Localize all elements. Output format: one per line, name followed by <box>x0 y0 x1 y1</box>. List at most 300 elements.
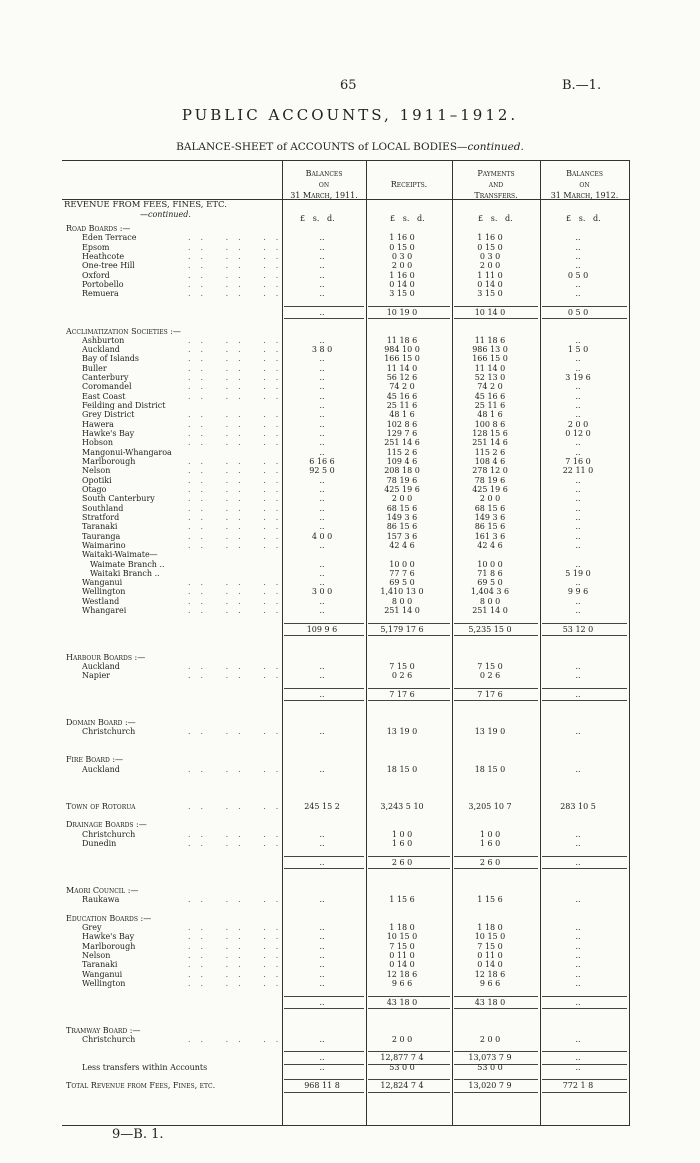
row-label: Christchurch <box>82 727 136 737</box>
table-row <box>66 653 626 662</box>
row-label: Hobson <box>82 438 113 448</box>
leader-dots: .. .. .. <box>188 270 289 280</box>
amount-cell: .. <box>319 410 325 420</box>
amount-cell: 2 0 0 <box>479 494 501 504</box>
amount-cell: .. <box>319 484 325 494</box>
row-label: Mangonui-Whangaroa <box>82 447 172 457</box>
total-rule <box>284 856 364 857</box>
table-row <box>66 970 626 979</box>
amount-cell: .. <box>319 960 325 970</box>
amount-cell: 283 10 5 <box>560 801 596 811</box>
currency-col2: £ s. d. <box>478 214 513 223</box>
amount-cell: 278 12 0 <box>472 466 508 476</box>
amount-cell: 1 16 0 <box>389 270 415 280</box>
table-row <box>66 289 626 298</box>
leader-dots: .. .. .. <box>188 251 289 261</box>
amount-cell: 69 5 0 <box>389 578 415 588</box>
amount-cell: 1 0 0 <box>391 829 413 839</box>
leader-dots: .. .. .. <box>188 279 289 289</box>
row-label: South Canterbury <box>82 494 155 504</box>
table-row <box>66 429 626 438</box>
row-label: Waitaki Branch .. <box>90 568 160 578</box>
amount-cell: .. <box>575 447 581 457</box>
amount-cell: .. <box>319 447 325 457</box>
row-label: Feilding and District <box>82 401 166 411</box>
amount-cell: .. <box>319 363 325 373</box>
amount-cell: 10 0 0 <box>389 559 415 569</box>
leader-dots: .. .. .. <box>188 289 289 299</box>
row-label: Marlborough <box>82 941 136 951</box>
amount-cell: 0 3 0 <box>479 251 501 261</box>
table-row <box>66 634 626 643</box>
leader-dots: .. .. .. <box>188 373 289 383</box>
row-label: Town of Rotorua <box>66 801 136 811</box>
amount-cell: 12,824 7 4 <box>380 1081 424 1091</box>
table-row <box>66 1081 626 1090</box>
table-row <box>66 364 626 373</box>
amount-cell: .. <box>575 950 581 960</box>
section-title: REVENUE FROM FEES, FINES, ETC. <box>64 200 227 210</box>
amount-cell: 425 19 6 <box>384 484 420 494</box>
amount-cell: .. <box>575 662 581 672</box>
row-label: Maori Council :— <box>66 885 139 895</box>
amount-cell: .. <box>319 503 325 513</box>
table-row <box>66 233 626 242</box>
amount-cell: 208 18 0 <box>384 466 420 476</box>
amount-cell: .. <box>575 596 581 606</box>
amount-cell: .. <box>575 606 581 616</box>
table-row <box>66 914 626 923</box>
amount-cell: 7 15 0 <box>477 941 503 951</box>
leader-dots: .. .. .. <box>188 457 289 466</box>
amount-cell: .. <box>575 978 581 988</box>
leader-dots: .. .. .. <box>188 978 289 988</box>
table-row <box>66 690 626 699</box>
amount-cell: 2 6 0 <box>479 857 501 867</box>
amount-cell: 5 19 0 <box>565 568 591 578</box>
amount-cell: 115 2 6 <box>386 447 418 457</box>
total-rule <box>542 688 627 689</box>
amount-cell: .. <box>319 606 325 616</box>
row-label: One-tree Hill <box>82 261 135 271</box>
row-label: Westland <box>82 596 120 606</box>
row-label: Whangarei <box>82 606 127 616</box>
row-label: Fire Board :— <box>66 755 124 765</box>
amount-cell: 7 15 0 <box>389 941 415 951</box>
amount-cell: .. <box>319 279 325 289</box>
amount-cell: 0 14 0 <box>477 279 503 289</box>
amount-cell: 56 12 6 <box>386 373 418 383</box>
amount-cell: 109 9 6 <box>306 624 338 634</box>
leader-dots: .. .. .. <box>188 363 289 373</box>
amount-cell: .. <box>319 671 325 681</box>
amount-cell: 1 18 0 <box>477 923 503 932</box>
amount-cell: 251 14 0 <box>472 606 508 616</box>
amount-cell: .. <box>575 382 581 392</box>
amount-cell: 11 18 6 <box>474 335 506 345</box>
amount-cell: 166 15 0 <box>472 354 508 364</box>
amount-cell: .. <box>319 969 325 979</box>
total-rule <box>454 623 538 624</box>
amount-cell: 2 0 0 <box>391 261 413 271</box>
amount-cell: .. <box>319 690 325 699</box>
leader-dots: .. .. .. <box>188 671 289 681</box>
amount-cell: .. <box>575 484 581 494</box>
amount-cell: .. <box>575 578 581 588</box>
header-col2-line1: Payments <box>477 169 515 178</box>
amount-cell: .. <box>575 261 581 271</box>
total-rule <box>284 1051 364 1052</box>
leader-dots: .. .. .. <box>188 382 289 392</box>
total-rule <box>368 1092 450 1093</box>
amount-cell: .. <box>575 233 581 243</box>
header-col2-line3: Transfers. <box>474 191 518 200</box>
amount-cell: 0 3 0 <box>391 251 413 261</box>
amount-cell: .. <box>319 475 325 485</box>
row-label: Buller <box>82 363 107 373</box>
row-label: Canterbury <box>82 373 129 383</box>
table-row <box>66 737 626 746</box>
row-label: Oxford <box>82 270 110 280</box>
amount-cell: 245 15 2 <box>304 801 340 811</box>
table-row <box>66 513 626 522</box>
amount-cell: 78 19 6 <box>386 475 418 485</box>
table-row <box>66 942 626 951</box>
table-row <box>66 243 626 252</box>
amount-cell: 71 8 6 <box>477 568 503 578</box>
amount-cell: 86 15 6 <box>474 522 506 532</box>
total-rule <box>284 688 364 689</box>
row-label: Tramway Board :— <box>66 1025 141 1035</box>
row-label: Opotiki <box>82 475 112 485</box>
leader-dots: .. .. .. <box>188 391 289 401</box>
amount-cell: .. <box>319 438 325 448</box>
table-row <box>66 494 626 503</box>
row-label: Education Boards :— <box>66 913 152 923</box>
amount-cell: .. <box>319 251 325 261</box>
row-label: Waimate Branch .. <box>90 559 165 569</box>
amount-cell: .. <box>319 522 325 532</box>
header-col1-line: Receipts. <box>390 180 428 189</box>
amount-cell: 7 17 6 <box>389 690 415 699</box>
amount-cell: 7 15 0 <box>477 662 503 672</box>
total-rule <box>454 306 538 307</box>
amount-cell: .. <box>319 270 325 280</box>
total-rule <box>542 856 627 857</box>
table-row <box>66 438 626 447</box>
total-rule <box>454 1051 538 1052</box>
table-row <box>66 811 626 820</box>
table-row <box>66 643 626 652</box>
amount-cell: .. <box>319 401 325 411</box>
row-label: Heathcote <box>82 251 125 261</box>
table-row <box>66 1035 626 1044</box>
total-rule <box>368 623 450 624</box>
amount-cell: 25 11 6 <box>386 401 418 411</box>
amount-cell: .. <box>319 764 325 774</box>
table-row <box>66 979 626 988</box>
amount-cell: .. <box>575 401 581 411</box>
amount-cell: 10 15 0 <box>474 932 506 942</box>
leader-dots: .. .. .. <box>188 512 289 522</box>
amount-cell: .. <box>319 727 325 737</box>
amount-cell: 251 14 0 <box>384 606 420 616</box>
amount-cell: .. <box>575 839 581 849</box>
row-label: Dunedin <box>82 839 117 849</box>
amount-cell: 53 0 0 <box>477 1062 503 1072</box>
amount-cell: 149 3 6 <box>386 512 418 522</box>
amount-cell: 45 16 6 <box>474 391 506 401</box>
row-label: Christchurch <box>82 1034 136 1044</box>
leader-dots: .. .. .. <box>188 941 289 951</box>
amount-cell: 7 15 0 <box>389 662 415 672</box>
amount-cell: .. <box>319 950 325 960</box>
table-row <box>66 587 626 596</box>
amount-cell: 0 14 0 <box>389 960 415 970</box>
table-row <box>66 420 626 429</box>
amount-cell: 3 15 0 <box>477 289 503 299</box>
amount-cell: .. <box>319 382 325 392</box>
amount-cell: 5,179 17 6 <box>380 624 424 634</box>
leader-dots: .. .. .. <box>188 578 289 588</box>
amount-cell: .. <box>319 895 325 905</box>
amount-cell: 2 6 0 <box>391 857 413 867</box>
amount-cell: .. <box>575 354 581 364</box>
leader-dots: .. .. .. <box>188 587 289 597</box>
amount-cell: 0 15 0 <box>477 242 503 252</box>
amount-cell: .. <box>319 242 325 252</box>
row-label: Marlborough <box>82 457 136 466</box>
amount-cell: 12,877 7 4 <box>380 1053 424 1063</box>
leader-dots: .. .. .. <box>188 410 289 420</box>
leader-dots: .. .. .. <box>188 531 289 541</box>
amount-cell: .. <box>575 727 581 737</box>
table-row <box>66 1007 626 1016</box>
page-number: 65 <box>340 78 357 93</box>
amount-cell: 0 2 6 <box>479 671 501 681</box>
amount-cell: 18 15 0 <box>474 764 506 774</box>
subtitle <box>0 141 700 153</box>
row-label: Road Boards :— <box>66 224 131 233</box>
table-row <box>66 336 626 345</box>
leader-dots: .. .. .. <box>188 764 289 774</box>
amount-cell: .. <box>575 522 581 532</box>
table-row <box>66 802 626 811</box>
row-label: Less transfers within Accounts <box>82 1062 208 1072</box>
amount-cell: 0 2 6 <box>391 671 413 681</box>
amount-cell: 1 5 0 <box>567 345 589 355</box>
table-row <box>66 783 626 792</box>
page-footer: 9—B. 1. <box>112 1127 164 1142</box>
amount-cell: 11 14 0 <box>386 363 418 373</box>
row-label: East Coast <box>82 391 126 401</box>
amount-cell: 0 5 0 <box>567 307 589 317</box>
total-rule <box>284 1092 364 1093</box>
header-col2-line2: and <box>488 180 504 189</box>
table-row <box>66 280 626 289</box>
amount-cell: .. <box>575 960 581 970</box>
amount-cell: .. <box>575 923 581 932</box>
amount-cell: 968 11 8 <box>304 1081 340 1091</box>
row-label: Domain Board :— <box>66 717 136 727</box>
amount-cell: .. <box>575 289 581 299</box>
amount-cell: 25 11 6 <box>474 401 506 411</box>
amount-cell: 251 14 6 <box>472 438 508 448</box>
amount-cell: 10 19 0 <box>386 307 418 317</box>
amount-cell: 74 2 0 <box>389 382 415 392</box>
amount-cell: 0 14 0 <box>477 960 503 970</box>
amount-cell: .. <box>575 895 581 905</box>
amount-cell: .. <box>319 289 325 299</box>
amount-cell: 0 11 0 <box>389 950 415 960</box>
amount-cell: 78 19 6 <box>474 475 506 485</box>
table-row <box>66 401 626 410</box>
amount-cell: 53 0 0 <box>389 1062 415 1072</box>
amount-cell: 10 0 0 <box>477 559 503 569</box>
amount-cell: .. <box>319 391 325 401</box>
table-row <box>66 820 626 829</box>
amount-cell: .. <box>319 354 325 364</box>
total-rule <box>542 1051 627 1052</box>
leader-dots: .. .. .. <box>188 429 289 439</box>
amount-cell: .. <box>319 662 325 672</box>
amount-cell: 1,410 13 0 <box>380 587 424 597</box>
leader-dots: .. .. .. <box>188 923 289 932</box>
amount-cell: 45 16 6 <box>386 391 418 401</box>
amount-cell: 157 3 6 <box>386 531 418 541</box>
leader-dots: .. .. .. <box>188 606 289 616</box>
amount-cell: 772 1 8 <box>562 1081 594 1091</box>
amount-cell: .. <box>575 690 581 699</box>
total-rule <box>454 856 538 857</box>
leader-dots: .. .. .. <box>188 242 289 252</box>
table-row <box>66 317 626 326</box>
amount-cell: .. <box>575 242 581 252</box>
currency-col0: £ s. d. <box>300 214 335 223</box>
amount-cell: 0 5 0 <box>567 270 589 280</box>
amount-cell: .. <box>575 279 581 289</box>
total-rule <box>454 1092 538 1093</box>
row-label: Nelson <box>82 950 111 960</box>
row-label: Coromandel <box>82 382 132 392</box>
amount-cell: 100 8 6 <box>474 419 506 429</box>
row-label: Stratford <box>82 512 120 522</box>
row-label: Total Revenue from Fees, Fines, etc. <box>66 1081 216 1091</box>
table-row <box>66 1063 626 1072</box>
row-label: Napier <box>82 671 111 681</box>
row-label: Auckland <box>82 764 120 774</box>
leader-dots: .. .. .. <box>188 494 289 504</box>
table-row <box>66 960 626 969</box>
table-row <box>66 578 626 587</box>
amount-cell: 42 4 6 <box>389 540 415 550</box>
amount-cell: 166 15 0 <box>384 354 420 364</box>
leader-dots: .. .. .. <box>188 261 289 271</box>
table-row <box>66 718 626 727</box>
leader-dots: .. .. .. <box>188 932 289 942</box>
amount-cell: 3 19 6 <box>565 373 591 383</box>
amount-cell: 1 6 0 <box>391 839 413 849</box>
amount-cell: .. <box>575 764 581 774</box>
amount-cell: .. <box>319 829 325 839</box>
row-label: Bay of Islands <box>82 354 140 364</box>
amount-cell: 9 9 6 <box>567 587 589 597</box>
amount-cell: 0 12 0 <box>565 429 591 439</box>
table-bottom-rule <box>62 1125 630 1126</box>
table-row <box>66 504 626 513</box>
header-col3-line1: Balances <box>566 169 603 178</box>
table-row <box>66 867 626 876</box>
amount-cell: 9 6 6 <box>391 978 413 988</box>
amount-cell: 22 11 0 <box>562 466 594 476</box>
leader-dots: .. .. .. <box>188 540 289 550</box>
amount-cell: .. <box>575 494 581 504</box>
leader-dots: .. .. .. <box>188 438 289 448</box>
amount-cell: 2 0 0 <box>391 1034 413 1044</box>
leader-dots: .. .. .. <box>188 950 289 960</box>
amount-cell: 3,243 5 10 <box>380 801 424 811</box>
amount-cell: .. <box>319 1062 325 1072</box>
table-row <box>66 671 626 680</box>
row-label: Wellington <box>82 587 126 597</box>
amount-cell: 425 19 6 <box>472 484 508 494</box>
leader-dots: .. .. .. <box>188 969 289 979</box>
amount-cell: 0 15 0 <box>389 242 415 252</box>
amount-cell: 2 0 0 <box>567 419 589 429</box>
table-row <box>66 382 626 391</box>
subtitle-main: BALANCE-SHEET of ACCOUNTS of LOCAL BODIES— <box>176 141 468 153</box>
amount-cell: 43 18 0 <box>474 997 506 1007</box>
row-label: Wanganui <box>82 969 123 979</box>
total-rule <box>542 996 627 997</box>
amount-cell: .. <box>319 559 325 569</box>
amount-cell: 0 11 0 <box>477 950 503 960</box>
amount-cell: .. <box>575 932 581 942</box>
table-row <box>66 886 626 895</box>
amount-cell: .. <box>575 531 581 541</box>
leader-dots: .. .. .. <box>188 801 289 811</box>
header-col0-line3: 31 March, 1911. <box>290 191 358 200</box>
amount-cell: .. <box>575 829 581 839</box>
amount-cell: 984 10 0 <box>384 345 420 355</box>
amount-cell: .. <box>575 251 581 261</box>
currency-col3: £ s. d. <box>566 214 601 223</box>
row-label: Waimarino <box>82 540 126 550</box>
amount-cell: 3 8 0 <box>311 345 333 355</box>
row-label: Christchurch <box>82 829 136 839</box>
total-rule <box>284 996 364 997</box>
table-row <box>66 466 626 475</box>
amount-cell: .. <box>575 410 581 420</box>
total-rule <box>542 623 627 624</box>
amount-cell: 1 0 0 <box>479 829 501 839</box>
table-row <box>66 765 626 774</box>
table-row <box>66 662 626 671</box>
table-row <box>66 597 626 606</box>
row-label: Eden Terrace <box>82 233 137 243</box>
table-row <box>66 541 626 550</box>
amount-cell: .. <box>319 1034 325 1044</box>
amount-cell: 1,404 3 6 <box>470 587 510 597</box>
amount-cell: 5,235 15 0 <box>468 624 512 634</box>
amount-cell: .. <box>575 857 581 867</box>
amount-cell: 1 18 0 <box>389 923 415 932</box>
amount-cell: 128 15 6 <box>472 429 508 439</box>
amount-cell: .. <box>319 568 325 578</box>
total-rule <box>542 306 627 307</box>
header-col3-line2: on <box>579 180 590 189</box>
amount-cell: .. <box>319 941 325 951</box>
